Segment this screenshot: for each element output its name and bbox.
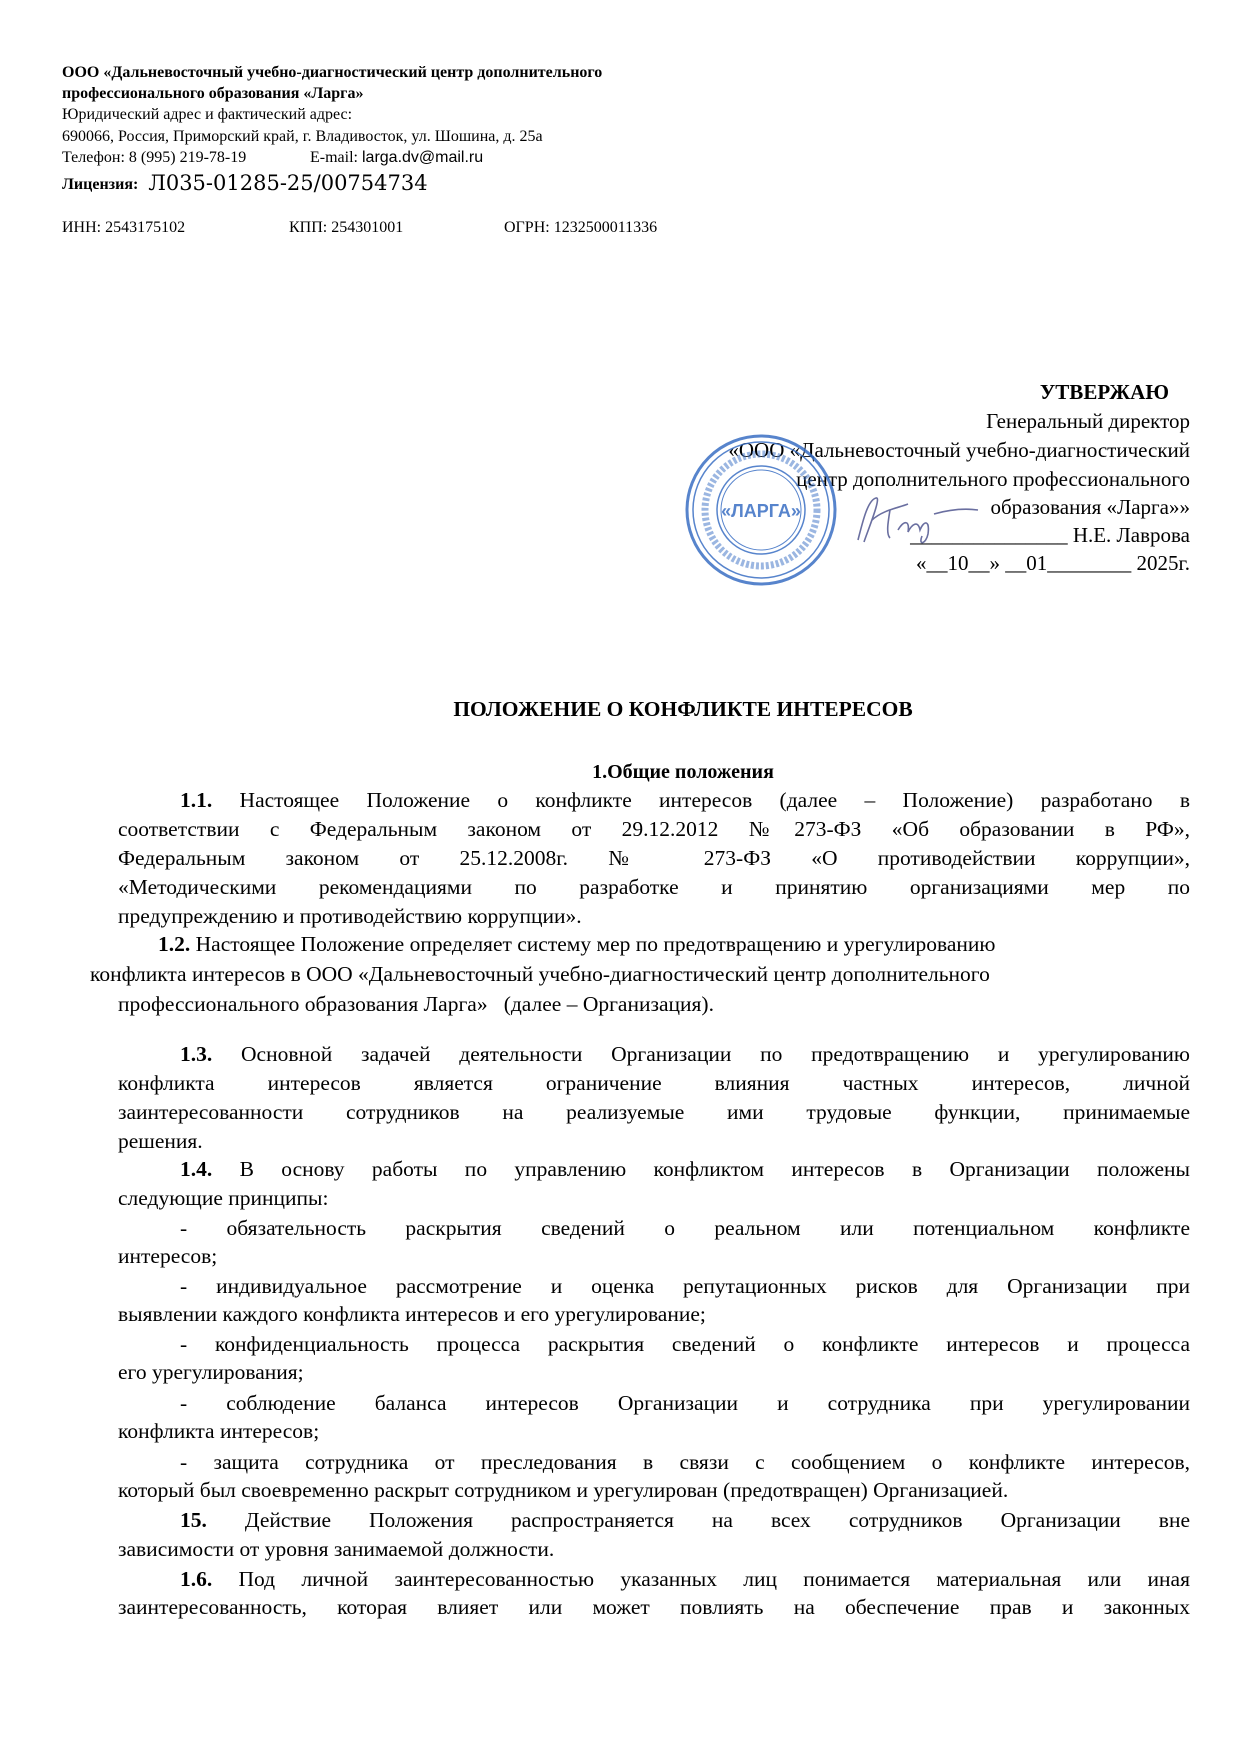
text-line: зависимости от уровня занимаемой должности. xyxy=(118,1537,555,1561)
section-title: 1.Общие положения xyxy=(592,761,774,783)
list-item: - соблюдение баланса интересов Организации и сотрудника при урегулировании xyxy=(180,1391,1190,1415)
document-title: ПОЛОЖЕНИЕ О КОНФЛИКТЕ ИНТЕРЕСОВ xyxy=(453,697,913,721)
text-line: заинтересованность, которая влияет или может повлиять на обеспечение прав и законных xyxy=(118,1595,1190,1619)
approval-title: УТВЕРЖАЮ xyxy=(1039,380,1169,404)
email-row xyxy=(310,148,483,168)
clause-number: 1.2. xyxy=(158,932,191,956)
org-name-line1: ООО «Дальневосточный учебно-диагностический центр дополнительного xyxy=(62,64,603,81)
list-item-cont: выявлении каждого конфликта интересов и его урегулирование; xyxy=(118,1302,706,1326)
text-line: 1.6. Под личной заинтересованностью указанных лиц понимается материальная или иная xyxy=(180,1567,1190,1591)
approval-date: «__10__» __01________ 2025г. xyxy=(916,551,1190,575)
email-link[interactable]: larga.dv@mail.ru xyxy=(361,149,484,166)
address: 690066, Россия, Приморский край, г. Владивосток, ул. Шошина, д. 25а xyxy=(62,128,543,145)
list-item: - защита сотрудника от преследования в связи с сообщением о конфликте интересов, xyxy=(180,1450,1190,1474)
list-item-cont: конфликта интересов; xyxy=(118,1419,320,1443)
license-row xyxy=(62,172,428,195)
clause-number: 1.4. xyxy=(180,1157,213,1181)
list-item-cont: его урегулирования; xyxy=(118,1360,304,1384)
company-stamp xyxy=(683,432,839,588)
stamp-text: «ЛАРГА» xyxy=(721,501,801,521)
address-label: Юридический адрес и фактический адрес: xyxy=(62,106,353,123)
text-line: Федеральным законом от 25.12.2008г. № 273-ФЗ «О противодействии коррупции», xyxy=(118,846,1190,870)
text-line: «Методическими рекомендациями по разработке и принятию организациями мер по xyxy=(118,875,1190,899)
text-line: заинтересованности сотрудников на реализуемые ими трудовые функции, принимаемые xyxy=(118,1100,1190,1124)
text-line: соответствии с Федеральным законом от 29.12.2012 №273-ФЗ «Об образовании в РФ», xyxy=(118,817,1190,841)
text-line: 1.3. Основной задачей деятельности Организации по предотвращению и урегулированию xyxy=(180,1042,1190,1066)
kpp: КПП: 254301001 xyxy=(289,219,404,236)
list-item: - конфиденциальность процесса раскрытия сведений о конфликте интересов и процесса xyxy=(180,1332,1190,1356)
phone: Телефон: 8 (995) 219-78-19 xyxy=(62,149,247,166)
clause-number: 1.3. xyxy=(180,1042,213,1066)
approver-org-line2: центр дополнительного профессионального xyxy=(796,467,1190,491)
clause-number: 1.1. xyxy=(180,788,213,812)
signature-line: _______________ Н.Е. Лаврова xyxy=(910,523,1190,547)
list-item-cont: интересов; xyxy=(118,1244,218,1268)
ogrn: ОГРН: 1232500011336 xyxy=(504,219,658,236)
text-line: профессионального образования Ларга» (далее – Организация). xyxy=(118,992,714,1016)
license-number: Л035-01285-25/00754734 xyxy=(148,171,428,195)
text-line: 1.4. В основу работы по управлению конфликтом интересов в Организации положены xyxy=(180,1157,1190,1181)
text-line: решения. xyxy=(118,1129,203,1153)
list-item: - обязательность раскрытия сведений о реальном или потенциальном конфликте xyxy=(180,1216,1190,1240)
list-item-cont: который был своевременно раскрыт сотрудником и урегулирован (предотвращен) Организацией. xyxy=(118,1478,1009,1502)
approver-org-line1: «ООО «Дальневосточный учебно-диагностический xyxy=(728,438,1190,462)
list-item: - индивидуальное рассмотрение и оценка репутационных рисков для Организации при xyxy=(180,1274,1190,1298)
approver-org-line3: образования «Ларга»» xyxy=(990,495,1190,519)
text-line: предупреждению и противодействию коррупции». xyxy=(118,904,582,928)
inn: ИНН: 2543175102 xyxy=(62,219,186,236)
signature xyxy=(838,490,988,550)
clause-number: 15. xyxy=(180,1508,207,1532)
clause-number: 1.6. xyxy=(180,1567,213,1591)
text-line: конфликта интересов является ограничение влияния частных интересов, личной xyxy=(118,1071,1190,1095)
email-label: E-mail: xyxy=(310,149,358,166)
text-line: следующие принципы: xyxy=(118,1186,329,1210)
text-line: конфликта интересов в ООО «Дальневосточный учебно-диагностический центр дополнительного xyxy=(90,962,990,986)
license-label: Лицензия: xyxy=(62,176,139,193)
text-line: 15. Действие Положения распространяется на всех сотрудников Организации вне xyxy=(180,1508,1190,1532)
approver-position: Генеральный директор xyxy=(986,409,1190,433)
text-line: 1.1. Настоящее Положение о конфликте интересов (далее – Положение) разработано в xyxy=(180,788,1190,812)
org-name-line2: профессионального образования «Ларга» xyxy=(62,85,364,102)
text-line: 1.2. Настоящее Положение определяет систему мер по предотвращению и урегулированию xyxy=(158,932,996,956)
